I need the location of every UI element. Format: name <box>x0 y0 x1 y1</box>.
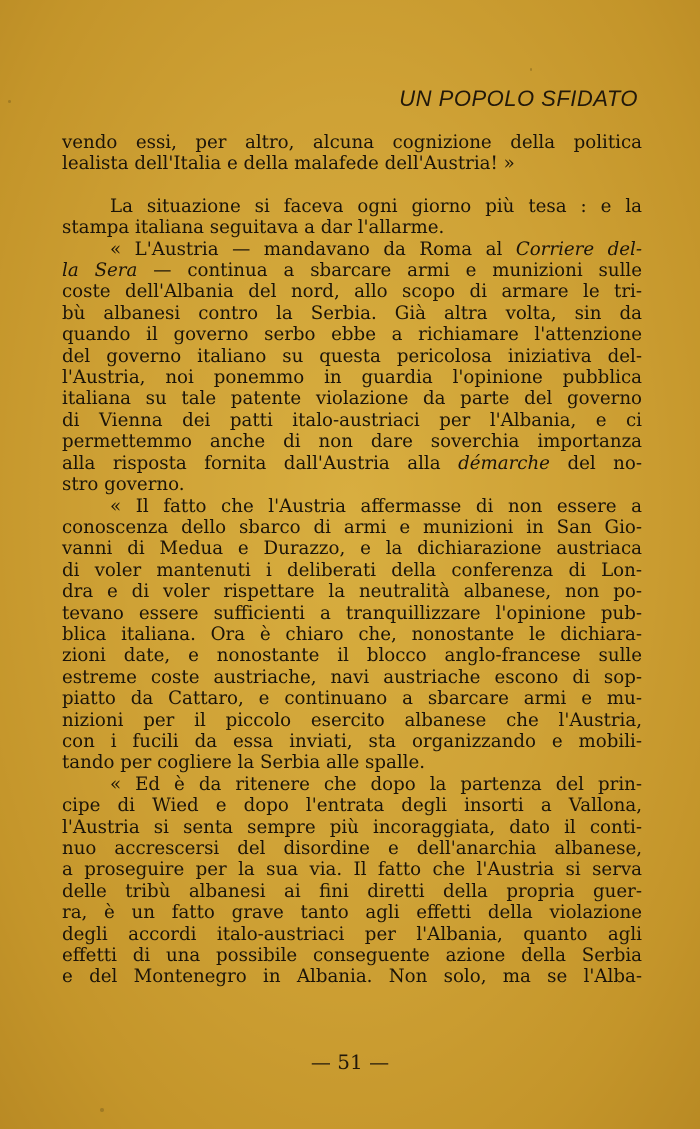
text-line: La situazione si faceva ogni giorno più tesa : e la <box>110 195 642 217</box>
text-line: zioni date, e nonostante il blocco anglo-francese sulle <box>62 645 642 667</box>
text-line: ra, è un fatto grave tanto agli effetti della violazione <box>62 902 642 924</box>
text-line: estreme coste austriache, navi austriache escono di sop- <box>62 666 642 688</box>
text-line: coste dell'Albania del nord, allo scopo di armare le tri- <box>62 281 642 303</box>
text-line: permettemmo anche di non dare soverchia importanza <box>62 431 642 453</box>
text-line: di voler mantenuti i deliberati della conferenza di Lon- <box>62 559 642 581</box>
text-line: delle tribù albanesi ai fini diretti della propria guer- <box>62 880 642 902</box>
text-line: stampa italiana seguitava a dar l'allarme. <box>62 217 445 239</box>
text-line: conoscenza dello sbarco di armi e munizioni in San Gio- <box>62 516 642 538</box>
text-line: « Ed è da ritenere che dopo la partenza del prin- <box>110 773 642 795</box>
text-line: con i fucili da essa inviati, sta organizzando e mobili- <box>62 730 642 752</box>
text-line: « L'Austria — mandavano da Roma al Corriere del- <box>110 238 642 260</box>
text-line: italiana su tale patente violazione da parte del governo <box>62 388 642 410</box>
paper-speck <box>530 68 532 71</box>
text-line: effetti di una possibile conseguente azione della Serbia <box>62 945 642 967</box>
text-line: degli accordi italo-austriaci per l'Albania, quanto agli <box>62 923 642 945</box>
text-line: cipe di Wied e dopo l'entrata degli insorti a Vallona, <box>62 795 642 817</box>
body-text <box>62 132 642 988</box>
page-number: — 51 — <box>310 1050 390 1074</box>
text-line: blica italiana. Ora è chiaro che, nonostante le dichiara- <box>62 623 642 645</box>
text-line: tevano essere sufficienti a tranquillizzare l'opinione pub- <box>62 602 642 624</box>
text-line: stro governo. <box>62 474 185 496</box>
text-line: a proseguire per la sua via. Il fatto che l'Austria si serva <box>62 859 642 881</box>
text-line: di Vienna dei patti italo-austriaci per l'Albania, e ci <box>62 409 642 431</box>
text-line: nizioni per il piccolo esercito albanese che l'Austria, <box>62 709 642 731</box>
text-line: del governo italiano su questa pericolosa iniziativa del- <box>62 345 642 367</box>
text-line: e del Montenegro in Albania. Non solo, ma se l'Alba- <box>62 966 642 988</box>
text-line: piatto da Cattaro, e continuano a sbarcare armi e mu- <box>62 688 642 710</box>
text-line: tando per cogliere la Serbia alle spalle. <box>62 752 425 774</box>
text-line: vanni di Medua e Durazzo, e la dichiarazione austriaca <box>62 538 642 560</box>
running-title: UN POPOLO SFIDATO <box>399 86 638 111</box>
text-line: la Sera — continua a sbarcare armi e munizioni sulle <box>62 260 643 282</box>
paper-speck <box>100 1108 104 1112</box>
text-line: l'Austria, noi ponemmo in guardia l'opinione pubblica <box>62 367 642 389</box>
text-line: alla risposta fornita dall'Austria alla démarche del no- <box>62 452 642 474</box>
text-line: vendo essi, per altro, alcuna cognizione della politica <box>62 132 642 153</box>
text-line: bù albanesi contro la Serbia. Già altra volta, sin da <box>62 302 642 324</box>
text-line: nuo accrescersi del disordine e dell'anarchia albanese, <box>62 838 642 859</box>
text-line: l'Austria si senta sempre più incoraggiata, dato il conti- <box>62 816 642 838</box>
text-line: lealista dell'Italia e della malafede dell'Austria! » <box>62 153 515 175</box>
paragraph-gap <box>62 175 642 196</box>
text-line: dra e di voler rispettare la neutralità albanese, non po- <box>62 581 642 603</box>
text-line: quando il governo serbo ebbe a richiamare l'attenzione <box>62 324 642 346</box>
paper-speck <box>8 100 11 103</box>
text-line: « Il fatto che l'Austria affermasse di non essere a <box>110 495 642 517</box>
